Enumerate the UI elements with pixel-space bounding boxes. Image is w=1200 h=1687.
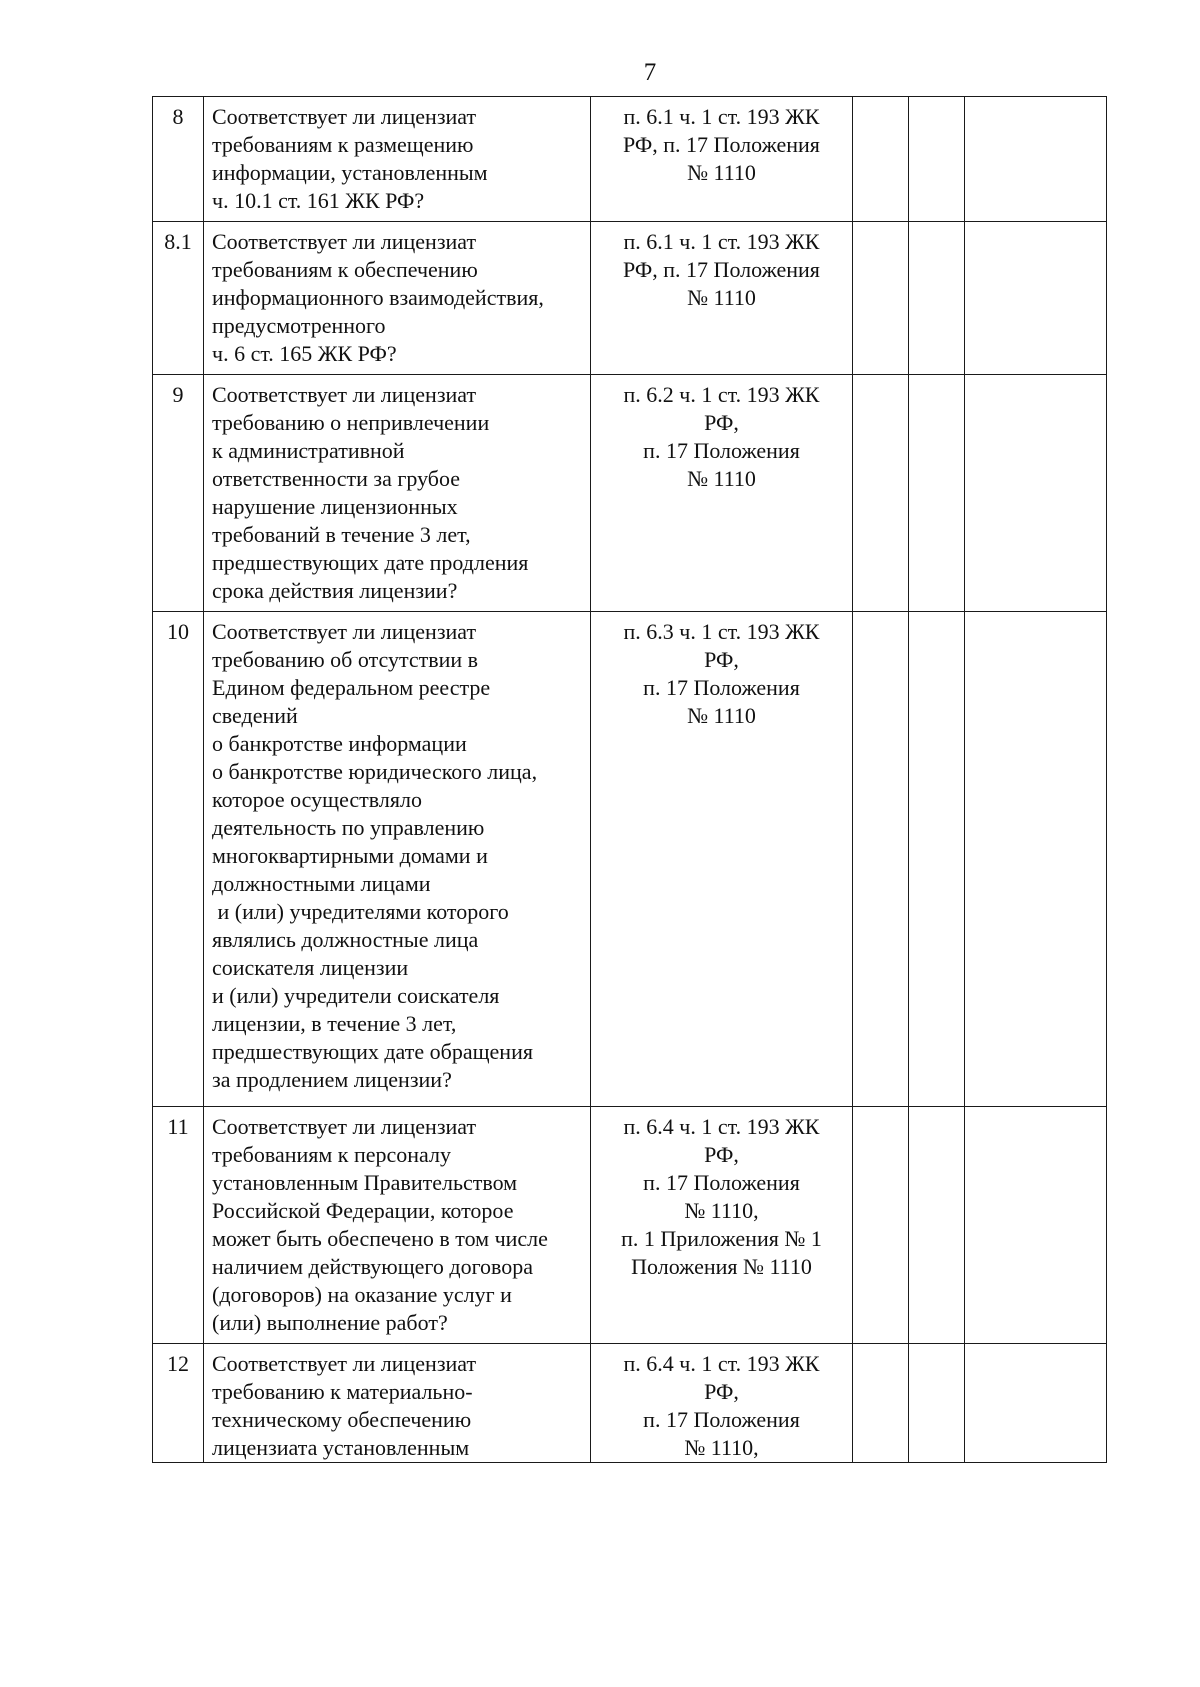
reference-line: РФ,	[704, 647, 739, 672]
question-line: требований в течение 3 лет,	[212, 522, 471, 547]
reference-line: № 1110	[687, 466, 756, 491]
reference-line: РФ,	[704, 410, 739, 435]
question-line: и (или) учредителями которого	[212, 899, 509, 924]
question-cell	[204, 222, 591, 375]
answer-cell-no	[909, 1107, 965, 1344]
question-line: лицензии, в течение 3 лет,	[212, 1011, 457, 1036]
reference-line: п. 17 Положения	[643, 675, 800, 700]
question-line: Соответствует ли лицензиат	[212, 229, 477, 254]
question-line: сведений	[212, 703, 298, 728]
question-line: может быть обеспечено в том числе	[212, 1226, 548, 1251]
question-line: многоквартирными домами и	[212, 843, 488, 868]
question-line: требованиям к размещению	[212, 132, 474, 157]
reference-line: РФ, п. 17 Положения	[623, 132, 820, 157]
question-line: и (или) учредители соискателя	[212, 983, 500, 1008]
question-line: ответственности за грубое	[212, 466, 461, 491]
question-line: Российской Федерации, которое	[212, 1198, 514, 1223]
answer-cell-no	[909, 375, 965, 612]
answer-cell-no	[909, 97, 965, 222]
item-number: 8.1	[153, 222, 204, 375]
reference-line: п. 6.1 ч. 1 ст. 193 ЖК	[623, 104, 820, 129]
reference-line: п. 1 Приложения № 1	[621, 1226, 822, 1251]
question-line: о банкротстве информации	[212, 731, 467, 756]
question-line: являлись должностные лица	[212, 927, 479, 952]
question-line: требованию о непривлечении	[212, 410, 490, 435]
page-number: 7	[643, 59, 657, 86]
question-line: срока действия лицензии?	[212, 578, 458, 603]
answer-cell-yes	[853, 222, 909, 375]
legal-reference-cell	[591, 222, 853, 375]
table-row	[153, 222, 1107, 375]
requirements-table	[152, 96, 1107, 1463]
question-line: деятельность по управлению	[212, 815, 485, 840]
question-line: требованиям к обеспечению	[212, 257, 478, 282]
reference-line: п. 17 Положения	[643, 1407, 800, 1432]
question-line: техническому обеспечению	[212, 1407, 472, 1432]
notes-cell	[965, 97, 1107, 222]
notes-cell	[965, 375, 1107, 612]
question-cell	[204, 612, 591, 1107]
notes-cell	[965, 612, 1107, 1107]
answer-cell-yes	[853, 97, 909, 222]
reference-line: п. 6.1 ч. 1 ст. 193 ЖК	[623, 229, 820, 254]
table-row	[153, 375, 1107, 612]
question-line: требованиям к персоналу	[212, 1142, 451, 1167]
item-number: 12	[153, 1344, 204, 1463]
reference-line: п. 6.4 ч. 1 ст. 193 ЖК	[623, 1114, 820, 1139]
legal-reference-cell	[591, 1107, 853, 1344]
question-line: требованию к материально-	[212, 1379, 473, 1404]
reference-line: № 1110	[687, 285, 756, 310]
question-line: требованию об отсутствии в	[212, 647, 479, 672]
question-line: соискателя лицензии	[212, 955, 409, 980]
answer-cell-no	[909, 222, 965, 375]
reference-line: РФ,	[704, 1142, 739, 1167]
question-line: лицензиата установленным	[212, 1435, 470, 1460]
question-line: ч. 10.1 ст. 161 ЖК РФ?	[212, 188, 425, 213]
question-line: предусмотренного	[212, 313, 386, 338]
item-number: 9	[153, 375, 204, 612]
question-line: которое осуществляло	[212, 787, 422, 812]
answer-cell-yes	[853, 1107, 909, 1344]
legal-reference-cell	[591, 97, 853, 222]
question-line: должностными лицами	[212, 871, 431, 896]
question-line: ч. 6 ст. 165 ЖК РФ?	[212, 341, 397, 366]
table-row	[153, 1107, 1107, 1344]
reference-line: п. 6.3 ч. 1 ст. 193 ЖК	[623, 619, 820, 644]
legal-reference-cell	[591, 1344, 853, 1463]
question-line: наличием действующего договора	[212, 1254, 534, 1279]
question-line: Едином федеральном реестре	[212, 675, 491, 700]
question-line: установленным Правительством	[212, 1170, 518, 1195]
reference-line: п. 17 Положения	[643, 1170, 800, 1195]
reference-line: РФ, п. 17 Положения	[623, 257, 820, 282]
question-line: за продлением лицензии?	[212, 1067, 452, 1092]
question-line: предшествующих дате продления	[212, 550, 529, 575]
reference-line: п. 6.4 ч. 1 ст. 193 ЖК	[623, 1351, 820, 1376]
table-row	[153, 97, 1107, 222]
notes-cell	[965, 1344, 1107, 1463]
notes-cell	[965, 1107, 1107, 1344]
table-row	[153, 1344, 1107, 1463]
table-row	[153, 612, 1107, 1107]
question-cell	[204, 375, 591, 612]
reference-line: Положения № 1110	[631, 1254, 812, 1279]
table-body	[153, 97, 1107, 1463]
answer-cell-yes	[853, 612, 909, 1107]
question-cell	[204, 97, 591, 222]
question-line: информации, установленным	[212, 160, 488, 185]
reference-line: № 1110,	[684, 1435, 759, 1460]
reference-line: РФ,	[704, 1379, 739, 1404]
question-line: Соответствует ли лицензиат	[212, 382, 477, 407]
answer-cell-no	[909, 612, 965, 1107]
reference-line: п. 17 Положения	[643, 438, 800, 463]
question-line: (или) выполнение работ?	[212, 1310, 448, 1335]
question-line: нарушение лицензионных	[212, 494, 458, 519]
legal-reference-cell	[591, 375, 853, 612]
answer-cell-yes	[853, 1344, 909, 1463]
question-cell	[204, 1344, 591, 1463]
item-number: 8	[153, 97, 204, 222]
reference-line: № 1110	[687, 160, 756, 185]
question-line: к административной	[212, 438, 405, 463]
legal-reference-cell	[591, 612, 853, 1107]
item-number: 10	[153, 612, 204, 1107]
answer-cell-no	[909, 1344, 965, 1463]
question-cell	[204, 1107, 591, 1344]
question-line: Соответствует ли лицензиат	[212, 104, 477, 129]
answer-cell-yes	[853, 375, 909, 612]
item-number: 11	[153, 1107, 204, 1344]
reference-line: № 1110,	[684, 1198, 759, 1223]
reference-line: п. 6.2 ч. 1 ст. 193 ЖК	[623, 382, 820, 407]
question-line: Соответствует ли лицензиат	[212, 1114, 477, 1139]
question-line: о банкротстве юридического лица,	[212, 759, 538, 784]
reference-line: № 1110	[687, 703, 756, 728]
question-line: (договоров) на оказание услуг и	[212, 1282, 512, 1307]
question-line: Соответствует ли лицензиат	[212, 1351, 477, 1376]
question-line: информационного взаимодействия,	[212, 285, 544, 310]
question-line: предшествующих дате обращения	[212, 1039, 533, 1064]
notes-cell	[965, 222, 1107, 375]
question-line: Соответствует ли лицензиат	[212, 619, 477, 644]
